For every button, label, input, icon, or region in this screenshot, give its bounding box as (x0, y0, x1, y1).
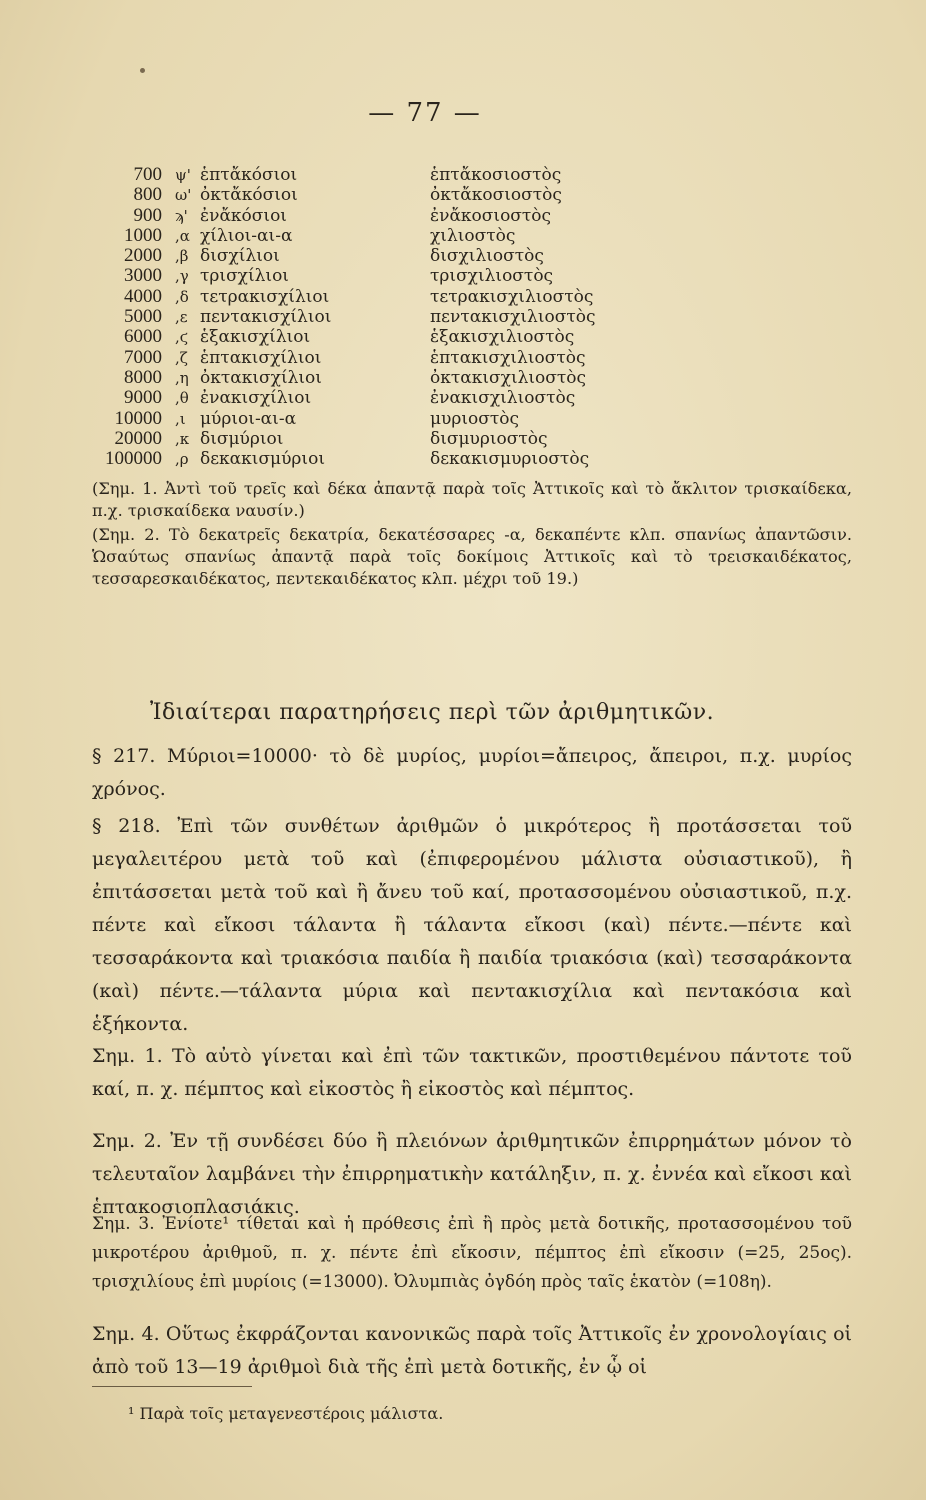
notes-top (92, 478, 852, 590)
note-2: Σημ. 2. Ἐν τῇ συνδέσει δύο ἢ πλειόνων ἀριθμητικῶν ἐπιρρημάτων μόνον τὸ τελευταῖον λαμβάνει τὴν ἐπιρρηματικὴν κατάληξιν, π. χ. ἐννέα καὶ εἴκοσι καὶ ἑπτακοσιοπλασιάκις. (92, 1130, 852, 1218)
greek-symbol: ,ρ (175, 450, 189, 469)
note-top-1: (Σημ. 1. Ἀντὶ τοῦ τρεῖς καὶ δέκα ἀπαντᾷ παρὰ τοῖς Ἀττικοῖς καὶ τὸ ἄκλιτον τρισκαίδεκα, π.χ. τρισκαίδεκα ναυσίν.) (92, 479, 852, 520)
note-1: Σημ. 1. Τὸ αὐτὸ γίνεται καὶ ἐπὶ τῶν τακτικῶν, προστιθεμένου πάντοτε τοῦ καί, π. χ. πέμπτος καὶ εἰκοστὸς ἢ εἰκοστὸς καὶ πέμπτος. (92, 1045, 852, 1100)
numeral-value: 5000 (124, 306, 162, 328)
ordinal-word: πεντακισχιλιοστὸς (430, 307, 596, 328)
numeral-value: 4000 (124, 285, 162, 307)
cardinal-word: δισχίλιοι (200, 246, 280, 267)
greek-symbol: ,ε (175, 308, 188, 327)
section-218: § 218. Ἐπὶ τῶν συνθέτων ἀριθμῶν ὁ μικρότερος ἢ προτάσσεται τοῦ μεγαλειτέρου μετὰ τοῦ καὶ (ἐπιφερομένου μάλιστα οὐσιαστικοῦ), ἢ ἐπιτάσσεται μετὰ τοῦ καὶ ἢ ἄνευ τοῦ καί, προτασσομένου οὐσιαστικοῦ, π.χ. πέντε καὶ εἴκοσι τάλαντα ἢ τάλαντα εἴκοσι (καὶ) πέντε.—πέντε καὶ τεσσαράκοντα καὶ τριακόσια παιδία ἢ παιδία τριακόσια (καὶ) τεσσαράκοντα (καὶ) πέντε.—τάλαντα μύρια καὶ πεντακισχίλια καὶ πεντακόσια καὶ ἑξήκοντα. (92, 815, 852, 1035)
numeral-value: 900 (133, 204, 162, 226)
greek-symbol: ,θ (175, 389, 189, 408)
cardinal-word: ὀκτακισχίλιοι (200, 367, 322, 388)
ordinal-word: δισμυριοστὸς (430, 428, 548, 449)
footnote: ¹ Παρὰ τοῖς μεταγενεστέροις μάλιστα. (128, 1404, 444, 1423)
cardinal-word: τετρακισχίλιοι (200, 286, 330, 307)
numeral-value: 7000 (124, 346, 162, 368)
ordinal-word: χιλιοστὸς (430, 225, 516, 246)
numeral-value: 10000 (114, 407, 162, 429)
greek-symbol: ψ' (175, 166, 191, 184)
numeral-value: 100000 (105, 448, 162, 470)
numeral-value: 3000 (124, 265, 162, 287)
numeral-row (80, 449, 860, 469)
ordinal-word: ἐνἄκοσιοστὸς (430, 205, 552, 226)
ordinal-word: ἑπτἄκοσιοστὸς (430, 165, 562, 185)
greek-symbol: ,β (175, 247, 189, 266)
cardinal-word: πεντακισχίλιοι (200, 307, 332, 328)
ordinal-word: ἑπτακισχιλιοστὸς (430, 347, 586, 368)
footnote-rule (92, 1386, 252, 1387)
greek-symbol: ,γ (175, 267, 189, 286)
numeral-value: 1000 (124, 224, 162, 246)
numeral-value: 8000 (124, 366, 162, 388)
cardinal-word: δεκακισμύριοι (200, 449, 325, 470)
cardinal-word: ἑξακισχίλιοι (200, 327, 311, 348)
numeral-row (80, 226, 860, 246)
ordinal-word: μυριοστὸς (430, 408, 520, 429)
numeral-row (80, 206, 860, 226)
greek-symbol: ,δ (175, 287, 189, 306)
numeral-value: 9000 (124, 387, 162, 409)
ordinal-word: δισχιλιοστὸς (430, 246, 544, 267)
ordinal-word: ὀκτακισχιλιοστὸς (430, 367, 587, 388)
numeral-value: 800 (133, 184, 162, 206)
numeral-row (80, 348, 860, 368)
greek-symbol: ϡ' (175, 206, 188, 225)
numeral-row (80, 368, 860, 388)
numeral-row (80, 165, 860, 185)
ordinal-word: δεκακισμυριοστὸς (430, 449, 590, 470)
greek-symbol: ,ζ (175, 348, 188, 367)
numeral-row (80, 266, 860, 286)
numeral-value: 6000 (124, 326, 162, 348)
cardinal-word: ἐνακισχίλιοι (200, 388, 312, 409)
ordinal-word: ἐνακισχιλιοστὸς (430, 388, 576, 409)
greek-symbol: ,ι (175, 409, 186, 428)
ordinal-word: τρισχιλιοστὸς (430, 266, 554, 287)
numeral-row (80, 185, 860, 205)
section-heading: Ἰδιαίτεραι παρατηρήσεις περὶ τῶν ἀριθμητικῶν. (150, 700, 715, 725)
cardinal-word: χίλιοι-αι-α (200, 225, 293, 246)
cardinal-word: τρισχίλιοι (200, 266, 289, 287)
ordinal-word: ἑξακισχιλιοστὸς (430, 327, 575, 348)
numeral-row (80, 287, 860, 307)
section-217: § 217. Μύριοι=10000· τὸ δὲ μυρίος, μυρίοι=ἄπειρος, ἄπειροι, π.χ. μυρίος χρόνος. (92, 745, 852, 800)
cardinal-word: ἑπτἄκόσιοι (200, 165, 298, 185)
numeral-row (80, 409, 860, 429)
cardinal-word: ἐνἄκόσιοι (200, 205, 287, 226)
numeral-row (80, 307, 860, 327)
note-3: Σημ. 3. Ἐνίοτε¹ τίθεται καὶ ἡ πρόθεσις ἐπὶ ἢ πρὸς μετὰ δοτικῆς, προτασσομένου τοῦ μικροτέρου ἀριθμοῦ, π. χ. πέντε ἐπὶ εἴκοσιν, πέμπτος ἐπὶ εἴκοσιν (=25, 25ος). τρισχιλίους ἐπὶ μυρίοις (=13000). Ὀλυμπιὰς ὀγδόη πρὸς ταῖς ἑκατὸν (=108η). (92, 1214, 852, 1292)
page-number: — 77 — (368, 98, 482, 128)
ordinal-word: τετρακισχιλιοστὸς (430, 286, 594, 307)
note-top-2: (Σημ. 2. Τὸ δεκατρεῖς δεκατρία, δεκατέσσαρες -α, δεκαπέντε κλπ. σπανίως ἀπαντῶσιν. Ὡσαύτως σπανίως ἀπαντᾷ παρὰ τοῖς δοκίμοις Ἀττικοῖς καὶ τὸ τρεισκαιδέκατος, τεσσαρεσκαιδέκατος, πεντεκαιδέκατος κλπ. μέχρι τοῦ 19.) (92, 525, 852, 588)
numeral-row (80, 246, 860, 266)
numeral-row (80, 388, 860, 408)
numeral-row (80, 327, 860, 347)
cardinal-word: δισμύριοι (200, 428, 284, 449)
ordinal-word: ὀκτἄκοσιοστὸς (430, 185, 562, 206)
numeral-value: 700 (133, 164, 162, 185)
cardinal-word: μύριοι-αι-α (200, 408, 297, 429)
greek-symbol: ω' (175, 186, 192, 205)
greek-symbol: ,η (175, 368, 189, 387)
numeral-value: 20000 (114, 427, 162, 449)
cardinal-word: ἑπτακισχίλιοι (200, 347, 322, 368)
numeral-value: 2000 (124, 245, 162, 267)
note-4: Σημ. 4. Οὕτως ἐκφράζονται κανονικῶς παρὰ τοῖς Ἀττικοῖς ἐν χρονολογίαις οἱ ἀπὸ τοῦ 13—19 ἀριθμοὶ διὰ τῆς ἐπὶ μετὰ δοτικῆς, ἐν ᾧ οἱ (92, 1323, 852, 1378)
greek-symbol: ,κ (175, 429, 190, 448)
cardinal-word: ὀκτἄκόσιοι (200, 185, 298, 206)
numeral-row (80, 429, 860, 449)
ink-speck (140, 68, 145, 73)
greek-symbol: ,α (175, 226, 190, 245)
greek-symbol: ,ϛ (175, 328, 189, 347)
numeral-table (80, 165, 860, 469)
